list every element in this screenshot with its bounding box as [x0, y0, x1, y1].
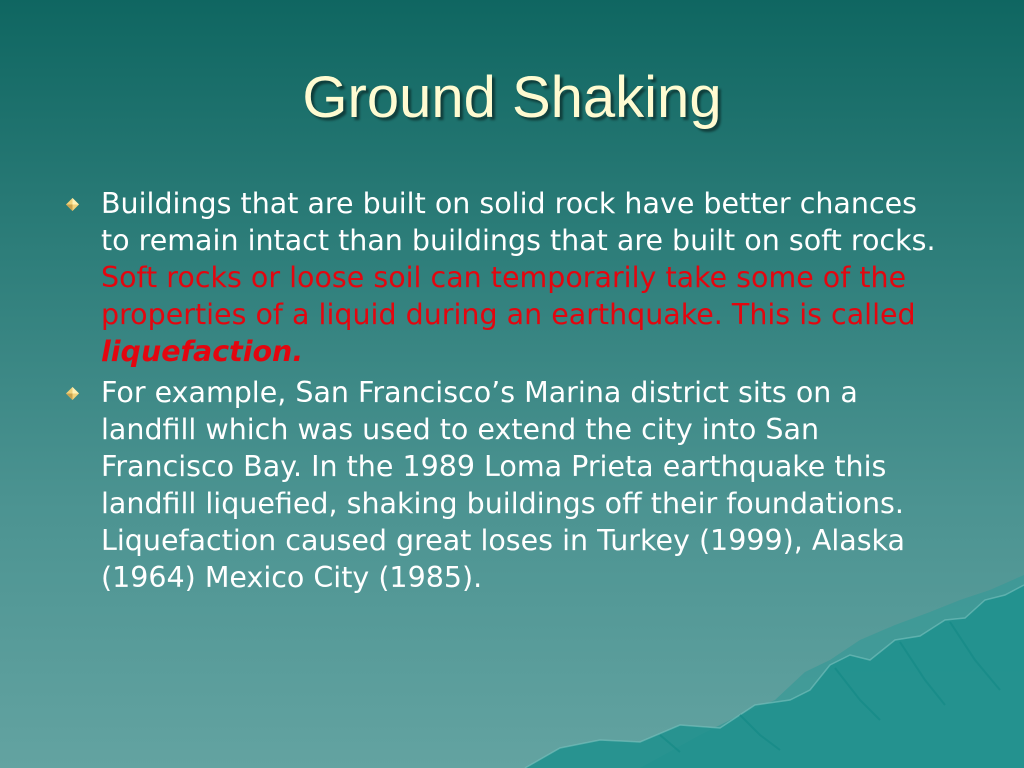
slide-title: Ground Shaking: [302, 65, 722, 130]
bullet-highlight-text: Soft rocks or loose soil can temporarily take some of the properties of a liquid during an earthquake. This is called: [101, 261, 916, 331]
bullet-item-example: [64, 374, 954, 596]
diamond-bullet-icon: [66, 198, 79, 211]
bullet-item-liquefaction: [64, 185, 954, 370]
bullet-list: [64, 185, 954, 600]
bullet-text: For example, San Francisco’s Marina district sits on a landfill which was used to extend the city into San Francisco Bay. In the 1989 Loma Prieta earthquake this landfill liquefied, shaking buildings off their foundations. Liquefaction caused great loses in Turkey (1999), Alaska (1964) Mexico City (1985).: [101, 376, 906, 594]
bullet-emphasis-term: liquefaction.: [101, 335, 304, 368]
diamond-bullet-icon: [66, 387, 79, 400]
bullet-text: Buildings that are built on solid rock have better chances to remain intact than buildings that are built on soft rocks.: [101, 187, 936, 257]
